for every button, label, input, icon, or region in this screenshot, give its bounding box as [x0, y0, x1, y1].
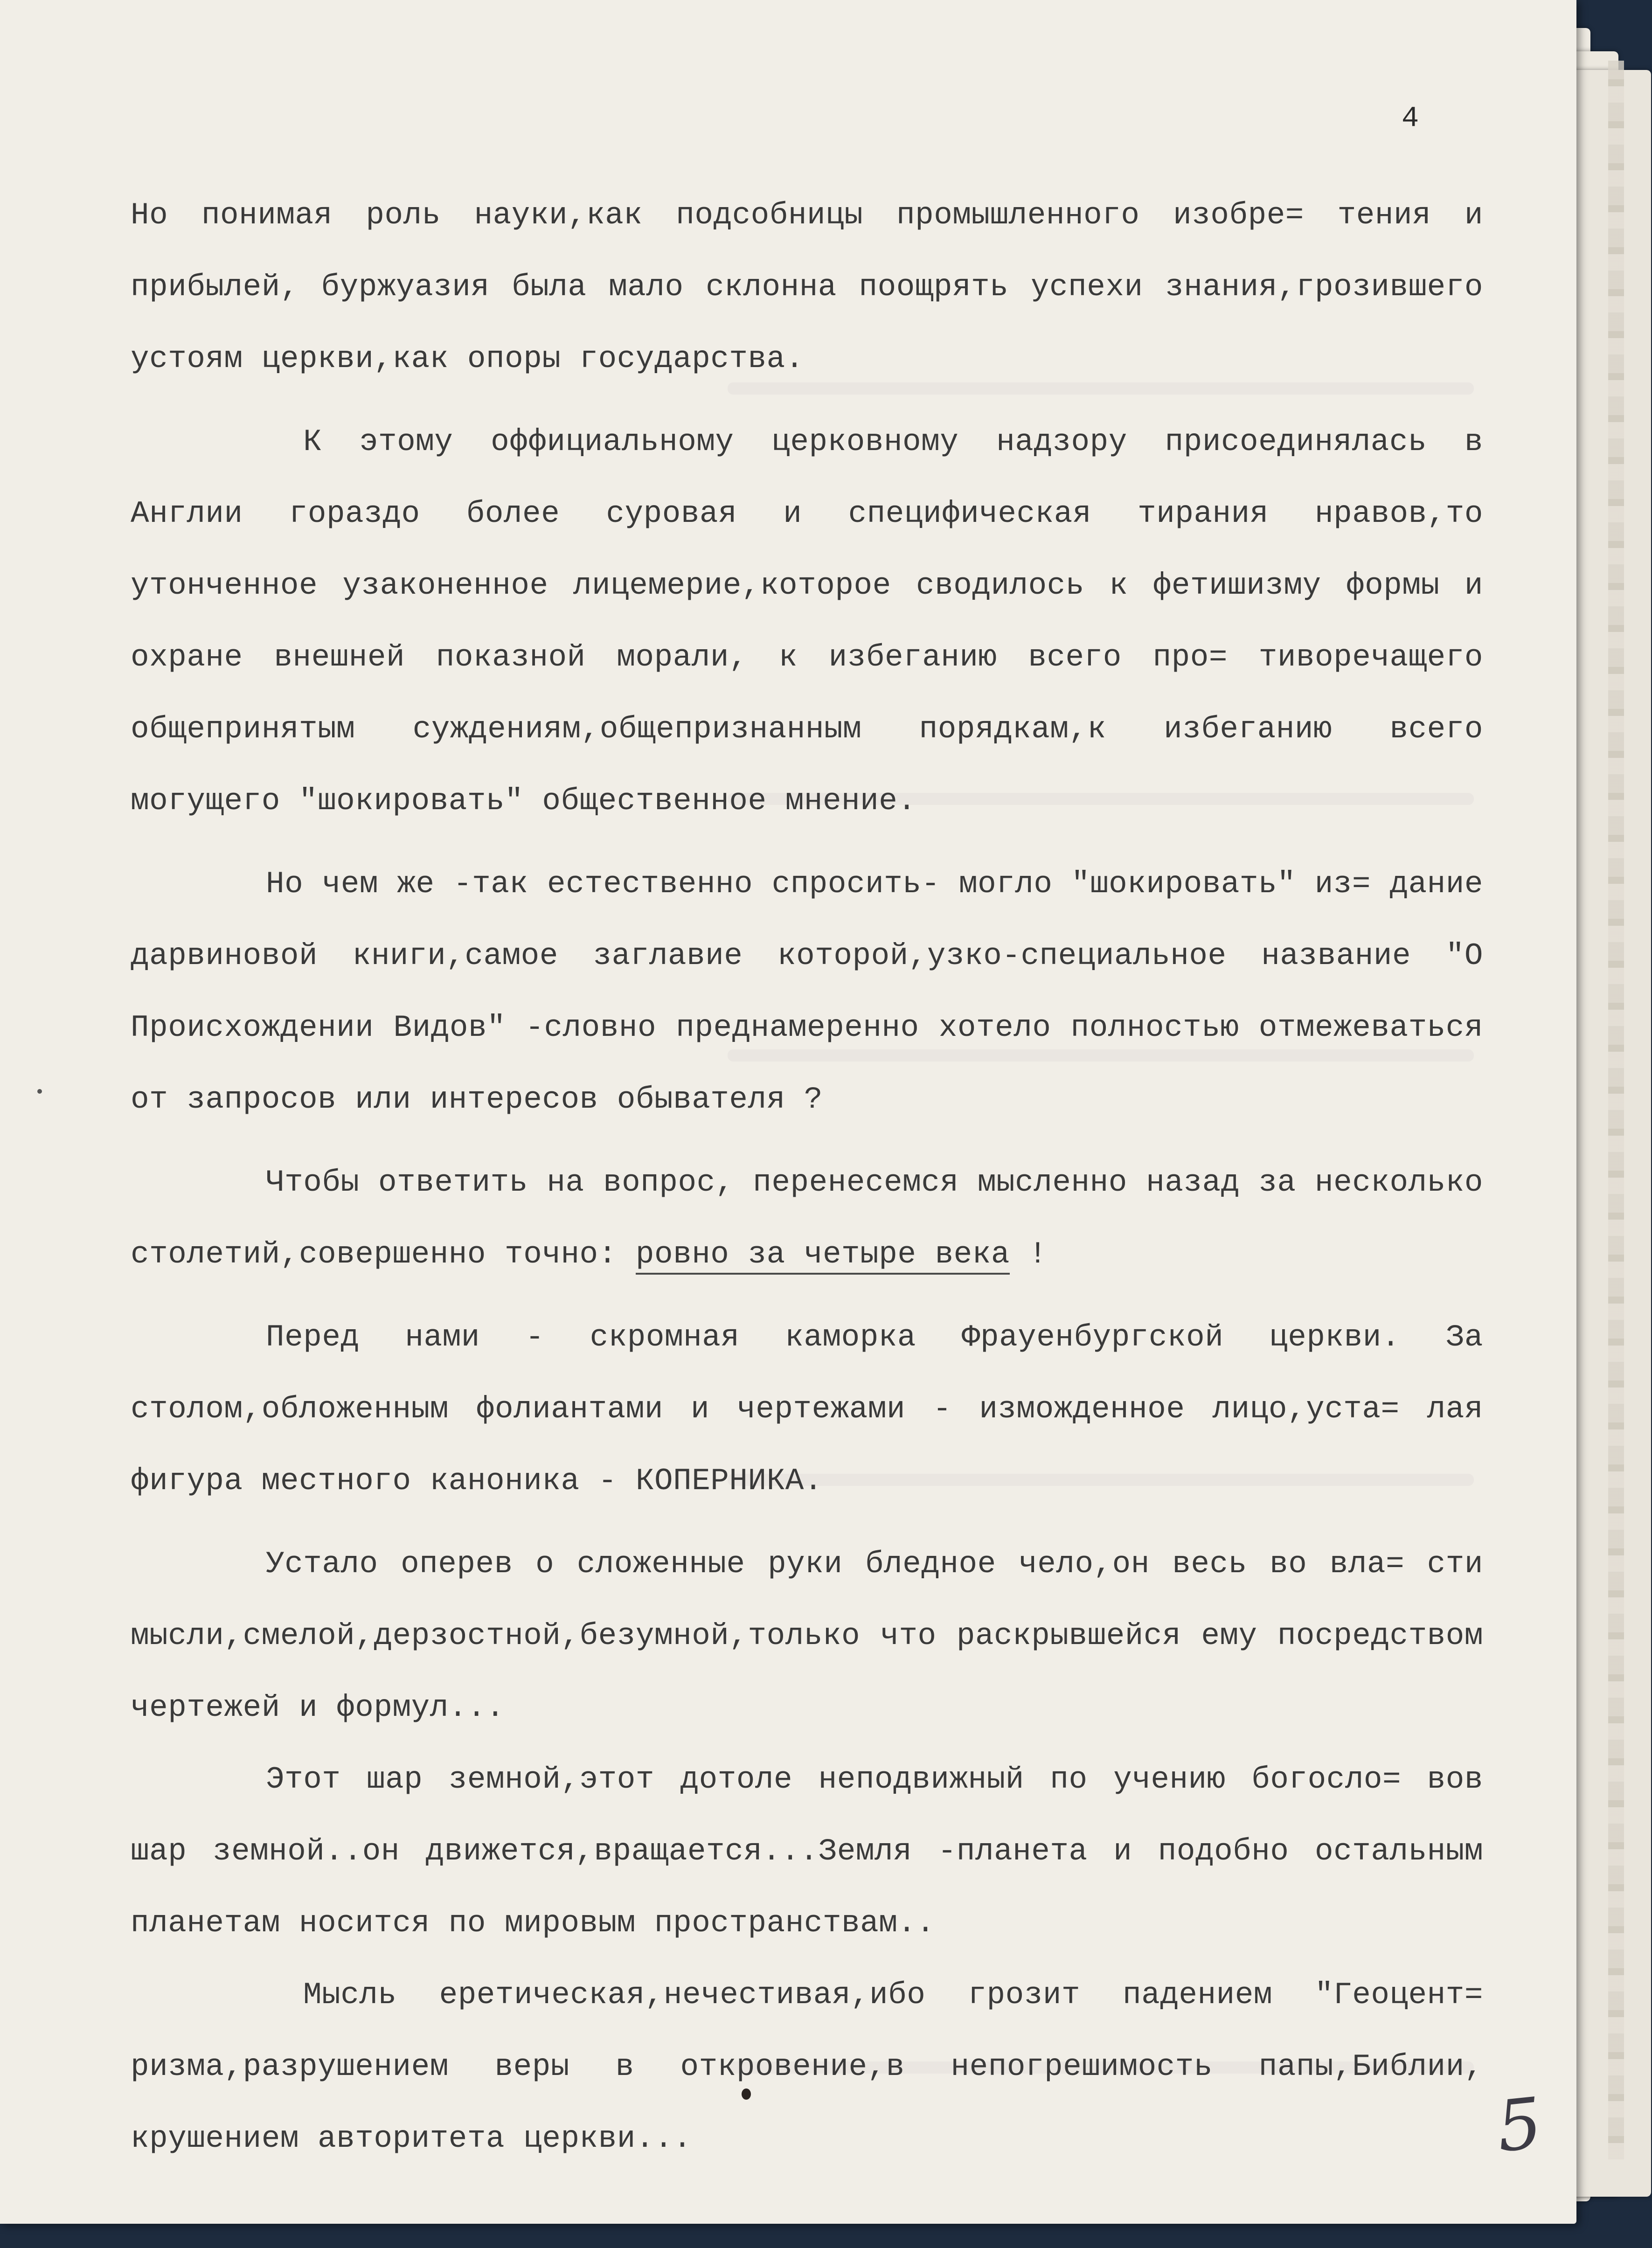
paragraph-4: [131, 1147, 1483, 1291]
paragraph-6: Устало оперев о сложенные руки бледное чело,он весь во вла= сти мысли,смелой,дерзостной,безумной,только что раскрывшейся ему посредством чертежей и формул...: [131, 1547, 1483, 1725]
paragraph-8: Мысль еретическая,нечестивая,ибо грозит падением "Геоцент= ризма,разрушением веры в откровение,в непогрешимость папы,Библии, крушением авторитета церкви...: [131, 1977, 1483, 2156]
ink-spot: [742, 2088, 751, 2100]
paragraph-2: К этому оффициальному церковному надзору присоединялась в Англии гораздо более суровая и специфическая тирания нравов,то утонченное узаконенное лицемерие,которое сводилось к фетишизму формы и охране внешней показной морали, к избеганию всего про= тиворечащего общепринятым суждениям,общепризнанным порядкам,к избеганию всего могущего "шокировать" общественное мнение.: [131, 424, 1483, 819]
page-stack-edge: [1608, 61, 1624, 2159]
paragraph-5: Перед нами - скромная каморка Фрауенбургской церкви. За столом,обложенным фолиантами и чертежами - изможденное лицо,уста= лая фигура местного каноника - КОПЕРНИКА.: [131, 1320, 1483, 1499]
paragraph-7: Этот шар земной,этот дотоле неподвижный по учению богосло= вов шар земной..он движется,вращается...Земля -планета и подобно остальным планетам носится по мировым пространствам..: [131, 1762, 1483, 1941]
ink-spot: [37, 1089, 42, 1094]
paragraph-4-text: Чтобы ответить на вопрос, перенесемся мысленно назад за несколько столетий,совершенно точно:: [131, 1165, 1483, 1272]
paragraph-1: Но понимая роль науки,как подсобницы промышленного изобре= тения и прибылей, буржуазия была мало склонна поощрять успехи знания,грозившего устоям церкви,как опоры государства.: [131, 198, 1483, 376]
paragraph-4-end: !: [1010, 1237, 1048, 1272]
underlined-phrase: ровно за четыре века: [636, 1237, 1010, 1275]
body-text: [131, 180, 1483, 2175]
paragraph-3: Но чем же -так естественно спросить- могло "шокировать" из= дание дарвиновой книги,самое заглавие которой,узко-специальное название "О Происхождении Видов" -словно преднамеренно хотело полностью отмежеваться от запросов или интересов обывателя ?: [131, 867, 1483, 1117]
page-number: 4: [1402, 102, 1419, 135]
handwritten-folio-number: 5: [1493, 2082, 1546, 2168]
